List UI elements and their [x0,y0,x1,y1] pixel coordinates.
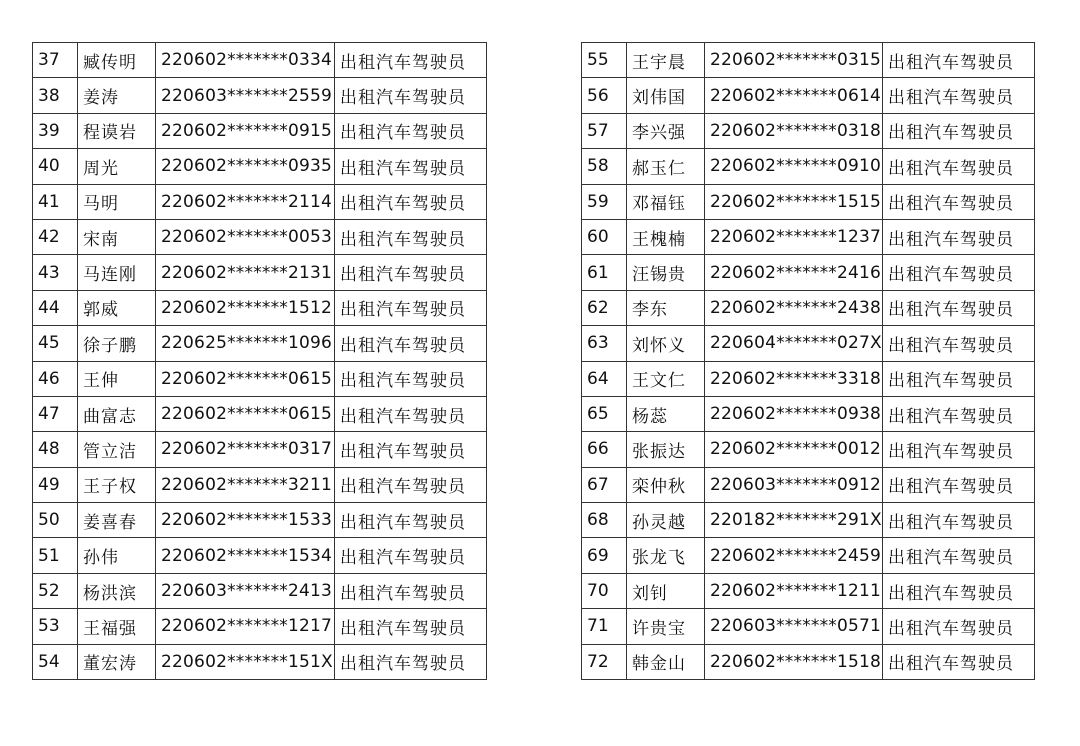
person-name-cell: 曲富志 [78,396,156,431]
occupation-cell: 出租汽车驾驶员 [335,43,487,78]
row-number-cell: 51 [33,538,78,573]
table-row [33,43,487,78]
table-row [33,78,487,113]
occupation-cell: 出租汽车驾驶员 [335,361,487,396]
person-name-cell: 王宇晨 [627,43,705,78]
table-row [33,149,487,184]
row-number-cell: 48 [33,432,78,467]
person-name-cell: 杨蕊 [627,396,705,431]
row-number-cell: 47 [33,396,78,431]
person-name-cell: 姜喜春 [78,503,156,538]
person-name-cell: 刘伟国 [627,78,705,113]
table-row [582,43,1035,78]
id-number-cell: 220602*******2438 [705,290,883,325]
person-name-cell: 孙灵越 [627,503,705,538]
id-number-cell: 220602*******1512 [156,290,335,325]
table-row [582,290,1035,325]
person-name-cell: 宋南 [78,219,156,254]
person-name-cell: 李东 [627,290,705,325]
row-number-cell: 68 [582,503,627,538]
row-number-cell: 71 [582,609,627,644]
table-row [33,644,487,679]
person-name-cell: 王福强 [78,609,156,644]
id-number-cell: 220602*******3318 [705,361,883,396]
id-number-cell: 220602*******1515 [705,184,883,219]
occupation-cell: 出租汽车驾驶员 [335,78,487,113]
table-row [582,184,1035,219]
person-name-cell: 郝玉仁 [627,149,705,184]
id-number-cell: 220603*******2413 [156,573,335,608]
occupation-cell: 出租汽车驾驶员 [883,149,1035,184]
table-row [33,432,487,467]
person-name-cell: 李兴强 [627,113,705,148]
id-number-cell: 220602*******0012 [705,432,883,467]
row-number-cell: 38 [33,78,78,113]
person-name-cell: 马连刚 [78,255,156,290]
person-name-cell: 徐子鹏 [78,326,156,361]
table-row [582,219,1035,254]
person-name-cell: 许贵宝 [627,609,705,644]
id-number-cell: 220602*******3211 [156,467,335,502]
roster-table-left [32,42,487,680]
person-name-cell: 刘怀义 [627,326,705,361]
person-name-cell: 王槐楠 [627,219,705,254]
id-number-cell: 220602*******2114 [156,184,335,219]
person-name-cell: 臧传明 [78,43,156,78]
person-name-cell: 姜涛 [78,78,156,113]
row-number-cell: 37 [33,43,78,78]
occupation-cell: 出租汽车驾驶员 [335,184,487,219]
row-number-cell: 53 [33,609,78,644]
table-row [33,326,487,361]
row-number-cell: 58 [582,149,627,184]
table-row [582,538,1035,573]
id-number-cell: 220602*******1217 [156,609,335,644]
row-number-cell: 67 [582,467,627,502]
table-row [582,467,1035,502]
person-name-cell: 杨洪滨 [78,573,156,608]
roster-table-right [581,42,1035,680]
occupation-cell: 出租汽车驾驶员 [335,538,487,573]
row-number-cell: 59 [582,184,627,219]
table-row [33,609,487,644]
id-number-cell: 220602*******0053 [156,219,335,254]
table-row [33,113,487,148]
occupation-cell: 出租汽车驾驶员 [883,467,1035,502]
id-number-cell: 220602*******1534 [156,538,335,573]
row-number-cell: 61 [582,255,627,290]
id-number-cell: 220182*******291X [705,503,883,538]
row-number-cell: 44 [33,290,78,325]
table-row [33,573,487,608]
id-number-cell: 220602*******0614 [705,78,883,113]
id-number-cell: 220603*******2559 [156,78,335,113]
table-row [582,149,1035,184]
occupation-cell: 出租汽车驾驶员 [883,644,1035,679]
row-number-cell: 72 [582,644,627,679]
table-row [33,503,487,538]
person-name-cell: 韩金山 [627,644,705,679]
occupation-cell: 出租汽车驾驶员 [883,219,1035,254]
row-number-cell: 52 [33,573,78,608]
row-number-cell: 42 [33,219,78,254]
table-row [582,113,1035,148]
person-name-cell: 刘钊 [627,573,705,608]
occupation-cell: 出租汽车驾驶员 [883,538,1035,573]
occupation-cell: 出租汽车驾驶员 [335,609,487,644]
id-number-cell: 220602*******0317 [156,432,335,467]
table-row [582,255,1035,290]
occupation-cell: 出租汽车驾驶员 [883,255,1035,290]
row-number-cell: 60 [582,219,627,254]
id-number-cell: 220602*******0318 [705,113,883,148]
row-number-cell: 41 [33,184,78,219]
row-number-cell: 66 [582,432,627,467]
id-number-cell: 220602*******2459 [705,538,883,573]
person-name-cell: 王子权 [78,467,156,502]
id-number-cell: 220602*******0615 [156,396,335,431]
table-row [582,573,1035,608]
table-row [582,396,1035,431]
row-number-cell: 65 [582,396,627,431]
id-number-cell: 220602*******0315 [705,43,883,78]
id-number-cell: 220602*******0910 [705,149,883,184]
person-name-cell: 孙伟 [78,538,156,573]
occupation-cell: 出租汽车驾驶员 [335,113,487,148]
occupation-cell: 出租汽车驾驶员 [883,43,1035,78]
person-name-cell: 管立洁 [78,432,156,467]
table-row [33,219,487,254]
roster-table-right-body [582,43,1035,680]
table-row [33,396,487,431]
id-number-cell: 220603*******0912 [705,467,883,502]
table-row [582,78,1035,113]
row-number-cell: 55 [582,43,627,78]
row-number-cell: 64 [582,361,627,396]
occupation-cell: 出租汽车驾驶员 [335,255,487,290]
occupation-cell: 出租汽车驾驶员 [335,219,487,254]
occupation-cell: 出租汽车驾驶员 [335,644,487,679]
row-number-cell: 70 [582,573,627,608]
id-number-cell: 220602*******0938 [705,396,883,431]
occupation-cell: 出租汽车驾驶员 [883,609,1035,644]
row-number-cell: 49 [33,467,78,502]
occupation-cell: 出租汽车驾驶员 [335,573,487,608]
occupation-cell: 出租汽车驾驶员 [335,149,487,184]
person-name-cell: 王文仁 [627,361,705,396]
occupation-cell: 出租汽车驾驶员 [883,432,1035,467]
table-row [33,290,487,325]
table-row [582,503,1035,538]
id-number-cell: 220602*******1518 [705,644,883,679]
id-number-cell: 220602*******0615 [156,361,335,396]
row-number-cell: 57 [582,113,627,148]
row-number-cell: 63 [582,326,627,361]
table-row [33,361,487,396]
occupation-cell: 出租汽车驾驶员 [883,113,1035,148]
row-number-cell: 69 [582,538,627,573]
row-number-cell: 56 [582,78,627,113]
table-row [33,538,487,573]
person-name-cell: 张龙飞 [627,538,705,573]
person-name-cell: 周光 [78,149,156,184]
table-row [33,255,487,290]
id-number-cell: 220602*******0935 [156,149,335,184]
id-number-cell: 220604*******027X [705,326,883,361]
person-name-cell: 程谟岩 [78,113,156,148]
id-number-cell: 220602*******1211 [705,573,883,608]
person-name-cell: 邓福钰 [627,184,705,219]
row-number-cell: 46 [33,361,78,396]
row-number-cell: 50 [33,503,78,538]
table-row [582,644,1035,679]
row-number-cell: 39 [33,113,78,148]
row-number-cell: 45 [33,326,78,361]
row-number-cell: 62 [582,290,627,325]
id-number-cell: 220603*******0571 [705,609,883,644]
occupation-cell: 出租汽车驾驶员 [335,503,487,538]
occupation-cell: 出租汽车驾驶员 [335,396,487,431]
person-name-cell: 董宏涛 [78,644,156,679]
person-name-cell: 郭威 [78,290,156,325]
table-row [582,432,1035,467]
occupation-cell: 出租汽车驾驶员 [883,503,1035,538]
occupation-cell: 出租汽车驾驶员 [335,467,487,502]
table-row [33,184,487,219]
id-number-cell: 220625*******1096 [156,326,335,361]
row-number-cell: 40 [33,149,78,184]
id-number-cell: 220602*******2416 [705,255,883,290]
occupation-cell: 出租汽车驾驶员 [883,361,1035,396]
table-row [33,467,487,502]
person-name-cell: 王伸 [78,361,156,396]
occupation-cell: 出租汽车驾驶员 [335,290,487,325]
id-number-cell: 220602*******1533 [156,503,335,538]
id-number-cell: 220602*******151X [156,644,335,679]
person-name-cell: 汪锡贵 [627,255,705,290]
id-number-cell: 220602*******0915 [156,113,335,148]
occupation-cell: 出租汽车驾驶员 [883,184,1035,219]
occupation-cell: 出租汽车驾驶员 [883,78,1035,113]
person-name-cell: 马明 [78,184,156,219]
occupation-cell: 出租汽车驾驶员 [883,573,1035,608]
row-number-cell: 43 [33,255,78,290]
id-number-cell: 220602*******1237 [705,219,883,254]
person-name-cell: 栾仲秋 [627,467,705,502]
roster-table-left-body [33,43,487,680]
occupation-cell: 出租汽车驾驶员 [883,396,1035,431]
id-number-cell: 220602*******0334 [156,43,335,78]
occupation-cell: 出租汽车驾驶员 [335,432,487,467]
row-number-cell: 54 [33,644,78,679]
occupation-cell: 出租汽车驾驶员 [883,326,1035,361]
table-row [582,326,1035,361]
table-row [582,609,1035,644]
table-row [582,361,1035,396]
occupation-cell: 出租汽车驾驶员 [335,326,487,361]
id-number-cell: 220602*******2131 [156,255,335,290]
occupation-cell: 出租汽车驾驶员 [883,290,1035,325]
person-name-cell: 张振达 [627,432,705,467]
